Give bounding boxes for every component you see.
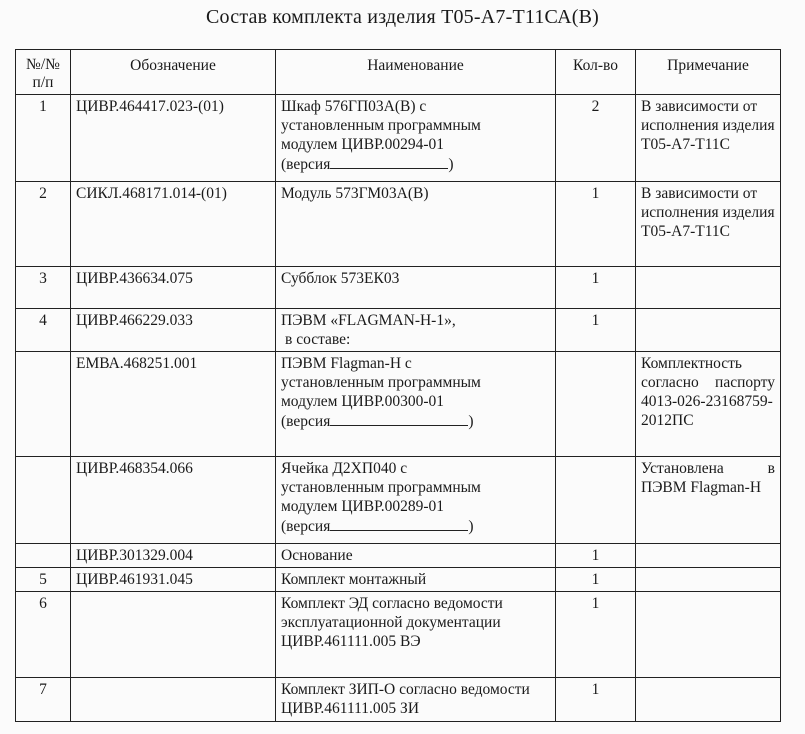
row-name: Субблок 573ЕК03 bbox=[276, 267, 556, 309]
row-num: 5 bbox=[16, 568, 71, 592]
row-name-line: установленным программным bbox=[281, 374, 481, 391]
row-designation: ЕМВА.468251.001 bbox=[71, 352, 276, 457]
row-note: Установлена в ПЭВМ Flagman-Н bbox=[636, 457, 781, 544]
row-note: В зависимости от исполнения изделия Т05-А7-Т11С bbox=[636, 95, 781, 182]
row-note: Комплектность согласно паспорту 4013-026-23168759-2012ПС bbox=[636, 352, 781, 457]
row-qty bbox=[556, 352, 636, 457]
row-qty: 1 bbox=[556, 592, 636, 678]
row-qty: 2 bbox=[556, 95, 636, 182]
row-designation: СИКЛ.468171.014-(01) bbox=[71, 182, 276, 267]
row-designation: ЦИВР.466229.033 bbox=[71, 309, 276, 352]
row-num: 3 bbox=[16, 267, 71, 309]
table-row bbox=[16, 309, 781, 352]
row-qty: 1 bbox=[556, 182, 636, 267]
row-designation: ЦИВР.301329.004 bbox=[71, 544, 276, 568]
row-name-line: ПЭВМ Flagman-Н с bbox=[281, 355, 412, 372]
row-num: 2 bbox=[16, 182, 71, 267]
row-note bbox=[636, 267, 781, 309]
version-label: (версия bbox=[281, 156, 331, 173]
row-name bbox=[276, 352, 556, 457]
row-qty: 1 bbox=[556, 568, 636, 592]
row-name bbox=[276, 95, 556, 182]
version-close: ) bbox=[468, 518, 474, 535]
version-blank bbox=[330, 154, 448, 169]
row-qty: 1 bbox=[556, 544, 636, 568]
row-note bbox=[636, 568, 781, 592]
header-name: Наименование bbox=[276, 50, 556, 95]
row-num: 1 bbox=[16, 95, 71, 182]
table-row bbox=[16, 568, 781, 592]
row-name-line: ПЭВМ «FLAGMAN-Н-1», bbox=[281, 312, 456, 329]
row-note: В зависимости от исполнения изделия Т05-А7-Т11С bbox=[636, 182, 781, 267]
version-blank bbox=[330, 411, 468, 426]
row-version-line bbox=[281, 516, 550, 536]
table-row bbox=[16, 182, 781, 267]
row-num bbox=[16, 544, 71, 568]
header-num: №/№ п/п bbox=[16, 50, 71, 95]
table-row bbox=[16, 95, 781, 182]
row-qty: 1 bbox=[556, 678, 636, 722]
row-note bbox=[636, 592, 781, 678]
row-name: Комплект монтажный bbox=[276, 568, 556, 592]
table-row bbox=[16, 592, 781, 678]
row-note bbox=[636, 309, 781, 352]
version-close: ) bbox=[468, 413, 474, 430]
row-name: Основание bbox=[276, 544, 556, 568]
table-row bbox=[16, 352, 781, 457]
row-num: 4 bbox=[16, 309, 71, 352]
row-qty bbox=[556, 457, 636, 544]
row-num bbox=[16, 352, 71, 457]
row-designation: ЦИВР.468354.066 bbox=[71, 457, 276, 544]
table-row bbox=[16, 544, 781, 568]
row-num: 7 bbox=[16, 678, 71, 722]
header-designation: Обозначение bbox=[71, 50, 276, 95]
row-name-line: модулем ЦИВР.00300-01 bbox=[281, 393, 445, 410]
row-name: Комплект ЗИП-О согласно ведомости ЦИВР.461111.005 ЗИ bbox=[276, 678, 556, 722]
row-name-line: модулем ЦИВР.00294-01 bbox=[281, 136, 445, 153]
version-blank bbox=[330, 516, 468, 531]
row-name-line: Ячейка Д2ХП040 с bbox=[281, 460, 408, 477]
header-note: Примечание bbox=[636, 50, 781, 95]
row-name-line: установленным программным bbox=[281, 479, 481, 496]
header-qty: Кол-во bbox=[556, 50, 636, 95]
version-close: ) bbox=[448, 156, 454, 173]
row-name-line: модулем ЦИВР.00289-01 bbox=[281, 498, 445, 515]
row-version-line bbox=[281, 154, 550, 174]
row-designation: ЦИВР.464417.023-(01) bbox=[71, 95, 276, 182]
row-qty: 1 bbox=[556, 309, 636, 352]
header-row bbox=[16, 50, 781, 95]
row-designation: ЦИВР.436634.075 bbox=[71, 267, 276, 309]
table-row bbox=[16, 457, 781, 544]
row-designation bbox=[71, 592, 276, 678]
row-num bbox=[16, 457, 71, 544]
row-note bbox=[636, 678, 781, 722]
row-version-line bbox=[281, 411, 550, 431]
row-name bbox=[276, 457, 556, 544]
row-qty: 1 bbox=[556, 267, 636, 309]
row-name-line: Шкаф 576ГП03А(В) с bbox=[281, 98, 427, 115]
document-title: Состав комплекта изделия Т05-А7-Т11СА(В) bbox=[206, 6, 599, 28]
version-label: (версия bbox=[281, 413, 331, 430]
row-num: 6 bbox=[16, 592, 71, 678]
row-note bbox=[636, 544, 781, 568]
row-name: Модуль 573ГМ03А(В) bbox=[276, 182, 556, 267]
table-row bbox=[16, 267, 781, 309]
row-name: Комплект ЭД согласно ведомости эксплуатационной документации ЦИВР.461111.005 ВЭ bbox=[276, 592, 556, 678]
row-name-line: в составе: bbox=[285, 331, 351, 348]
row-name-line: установленным программным bbox=[281, 117, 481, 134]
version-label: (версия bbox=[281, 518, 331, 535]
table-row bbox=[16, 678, 781, 722]
row-designation bbox=[71, 678, 276, 722]
row-name bbox=[276, 309, 556, 352]
composition-table bbox=[15, 49, 781, 722]
row-designation: ЦИВР.461931.045 bbox=[71, 568, 276, 592]
